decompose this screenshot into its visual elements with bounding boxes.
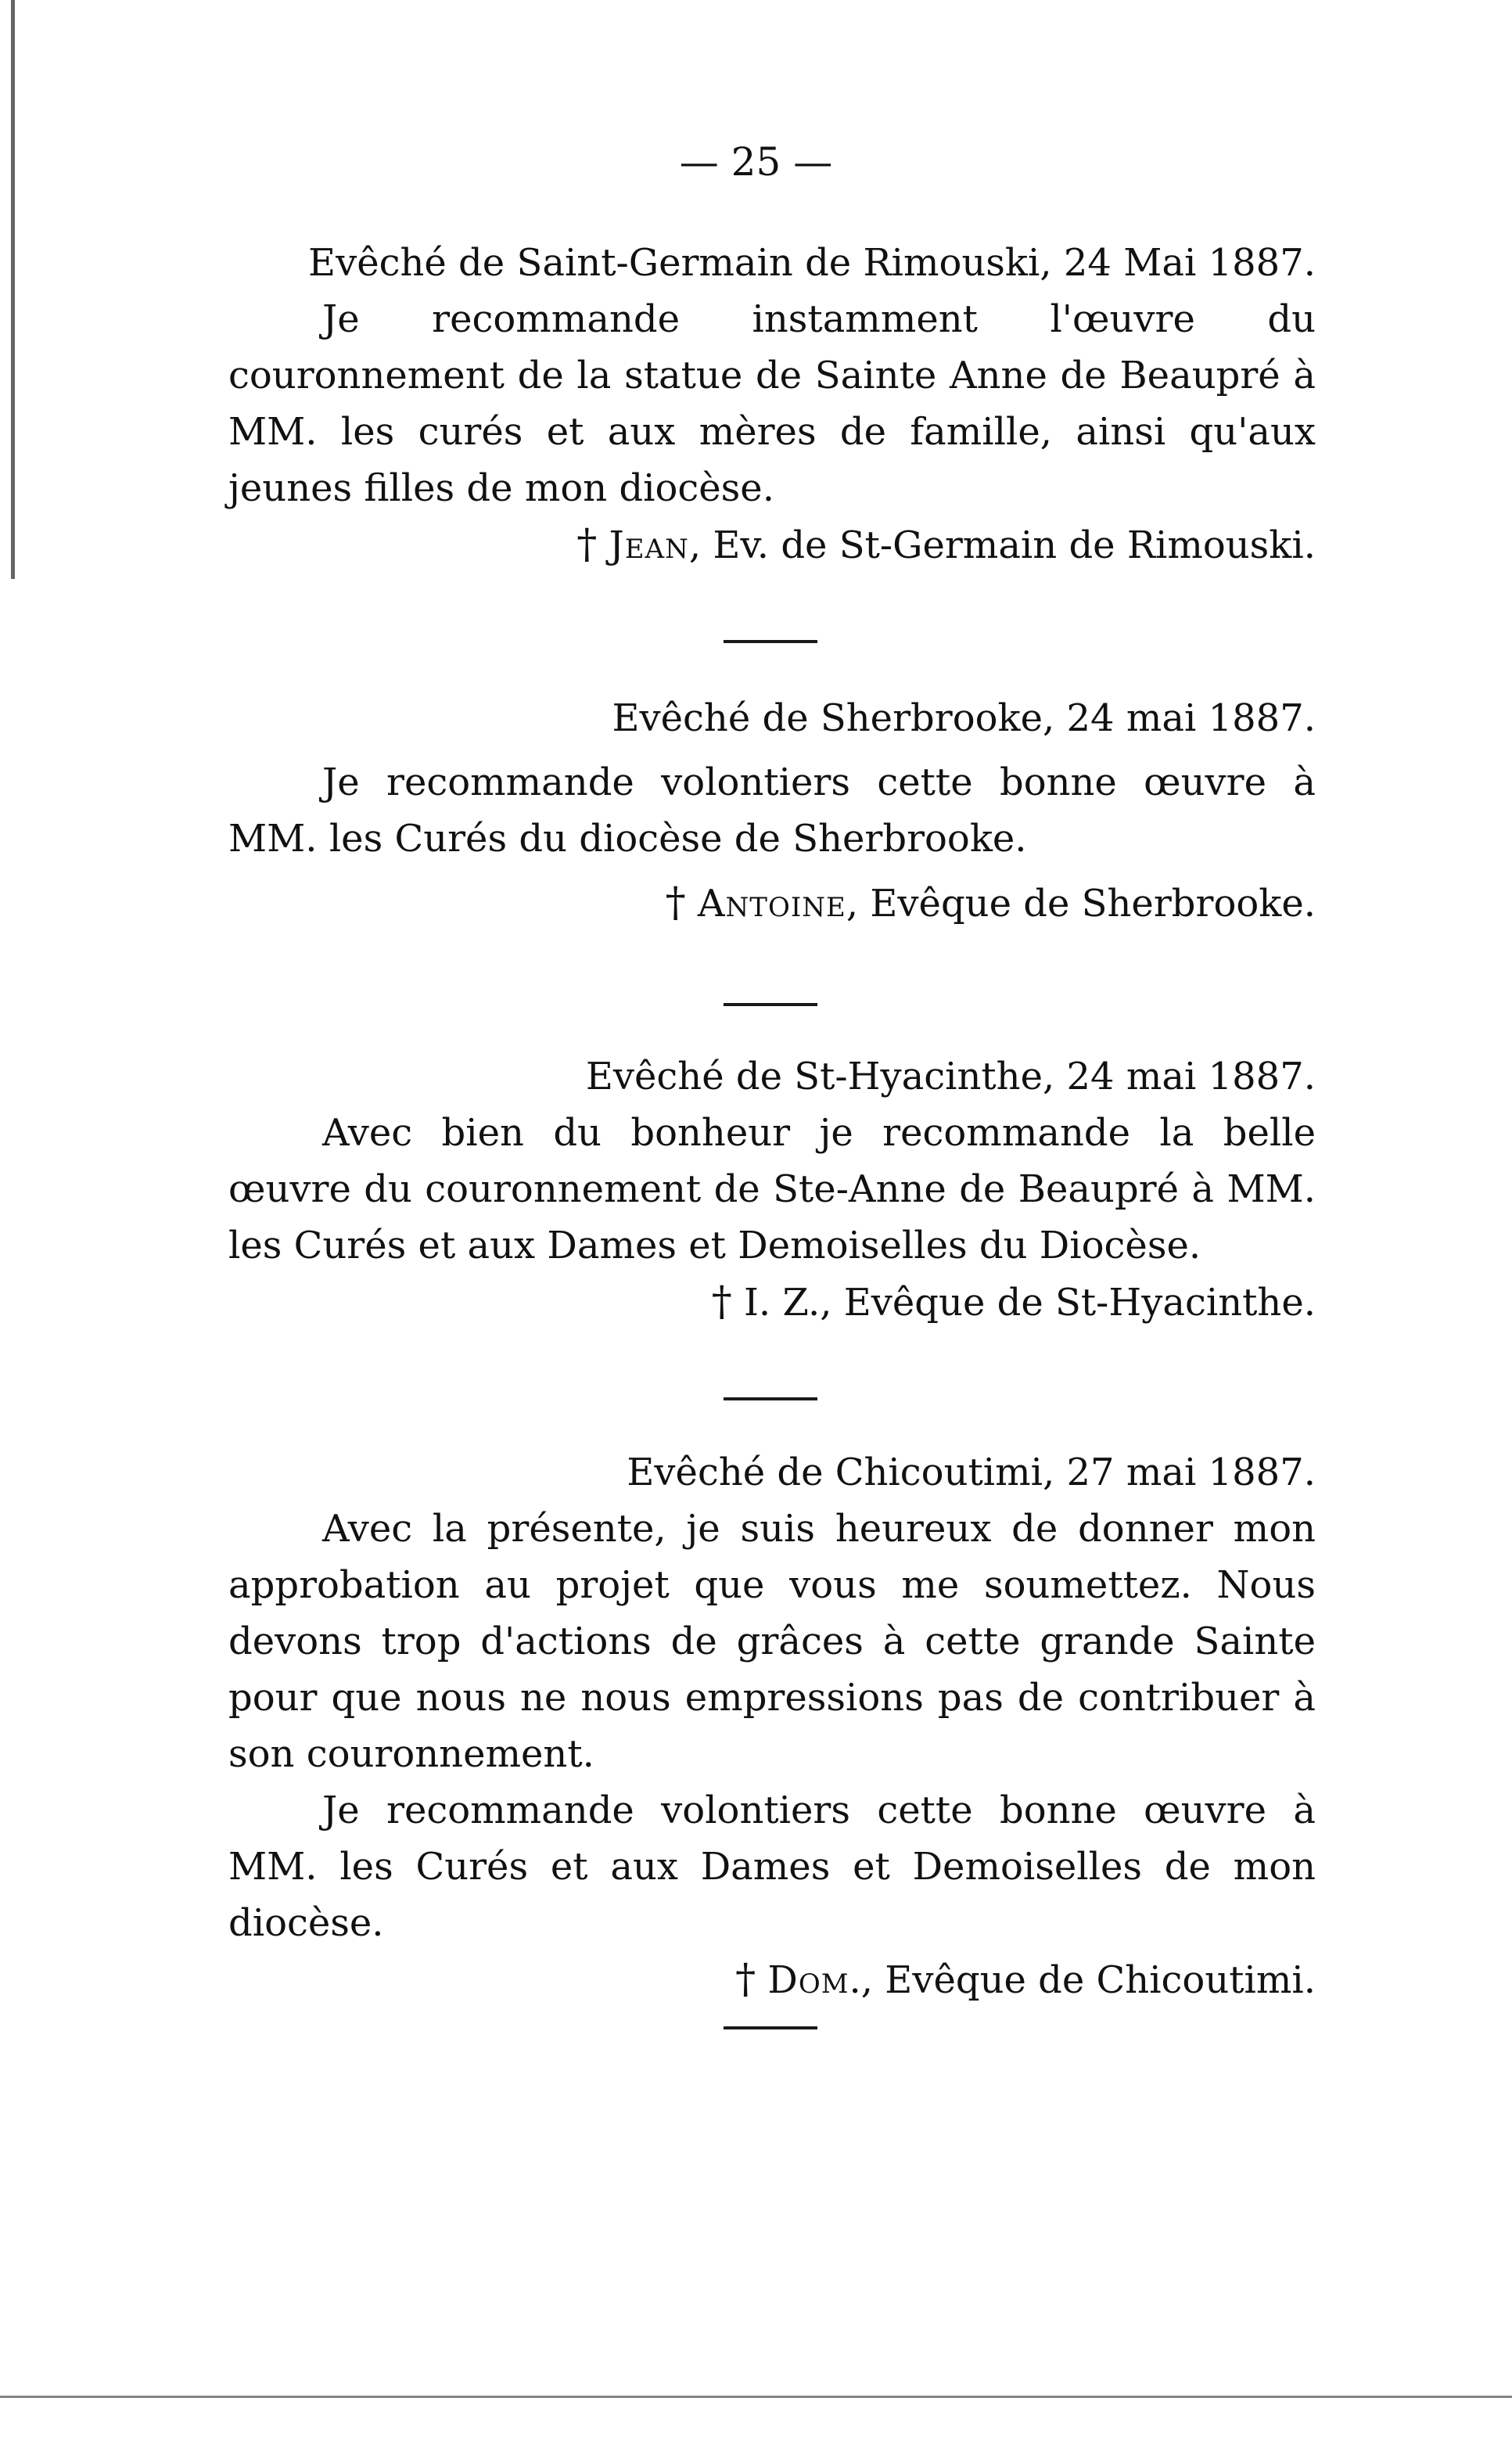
signature-title: , Ev. de St-Germain de Rimouski. <box>688 523 1316 567</box>
paragraph: Je recommande volontiers cette bonne œuvre à MM. les Curés et aux Dames et Demoiselles de mon diocèse. <box>228 1789 1316 1945</box>
dateline: Evêché de Sherbrooke, 24 mai 1887. <box>612 696 1316 740</box>
bottom-edge-mark <box>0 2396 1512 2398</box>
section-divider <box>724 2026 817 2029</box>
section-divider <box>724 1003 817 1006</box>
signature-name: I. Z. <box>743 1281 821 1325</box>
cross-icon: † <box>735 1956 756 2003</box>
paragraph: Avec bien du bonheur je recommande la belle œuvre du couronnement de Ste-Anne de Beaupré à MM. les Curés et aux Dames et Demoiselles du Diocèse. <box>228 1111 1316 1267</box>
paragraph: Avec la présente, je suis heureux de donner mon approbation au projet que vous me soumettez. Nous devons trop d'actions de grâces à cette grande Sainte pour que nous ne nous empressions pas de contribuer à son couronnement. <box>228 1507 1316 1776</box>
section-divider <box>724 1397 817 1400</box>
signature-name: Antoine <box>697 882 846 926</box>
signature-title: , Evêque de St-Hyacinthe. <box>820 1281 1316 1325</box>
cross-icon: † <box>576 521 598 568</box>
signature <box>228 1951 1316 2008</box>
signature-name: Dom <box>767 1958 849 2002</box>
binding-edge-mark <box>11 0 15 579</box>
letter-st-hyacinthe <box>228 1048 1316 1331</box>
cross-icon: † <box>665 879 686 926</box>
letter-sherbrooke <box>228 690 1316 932</box>
signature <box>228 875 1316 932</box>
letter-chicoutimi <box>228 1444 1316 2008</box>
dateline: Evêché de Chicoutimi, 27 mai 1887. <box>627 1451 1316 1494</box>
paragraph: Je recommande volontiers cette bonne œuvre à MM. les Curés du diocèse de Sherbrooke. <box>228 760 1316 861</box>
letter-rimouski <box>228 235 1316 573</box>
dateline: Evêché de Saint-Germain de Rimouski, 24 Mai 1887. <box>308 241 1316 285</box>
section-divider <box>724 640 817 643</box>
dateline: Evêché de St-Hyacinthe, 24 mai 1887. <box>585 1055 1316 1098</box>
signature <box>228 516 1316 573</box>
page-number: — 25 — <box>679 139 833 185</box>
signature-title: , Evêque de Sherbrooke. <box>846 882 1316 926</box>
cross-icon: † <box>711 1278 732 1325</box>
signature-title: ., Evêque de Chicoutimi. <box>849 1958 1316 2002</box>
paragraph: Je recommande instamment l'œuvre du couronnement de la statue de Sainte Anne de Beaupré à MM. les curés et aux mères de famille, ainsi qu'aux jeunes filles de mon diocèse. <box>228 297 1316 510</box>
signature-name: Jean <box>609 523 689 567</box>
signature <box>228 1274 1316 1331</box>
